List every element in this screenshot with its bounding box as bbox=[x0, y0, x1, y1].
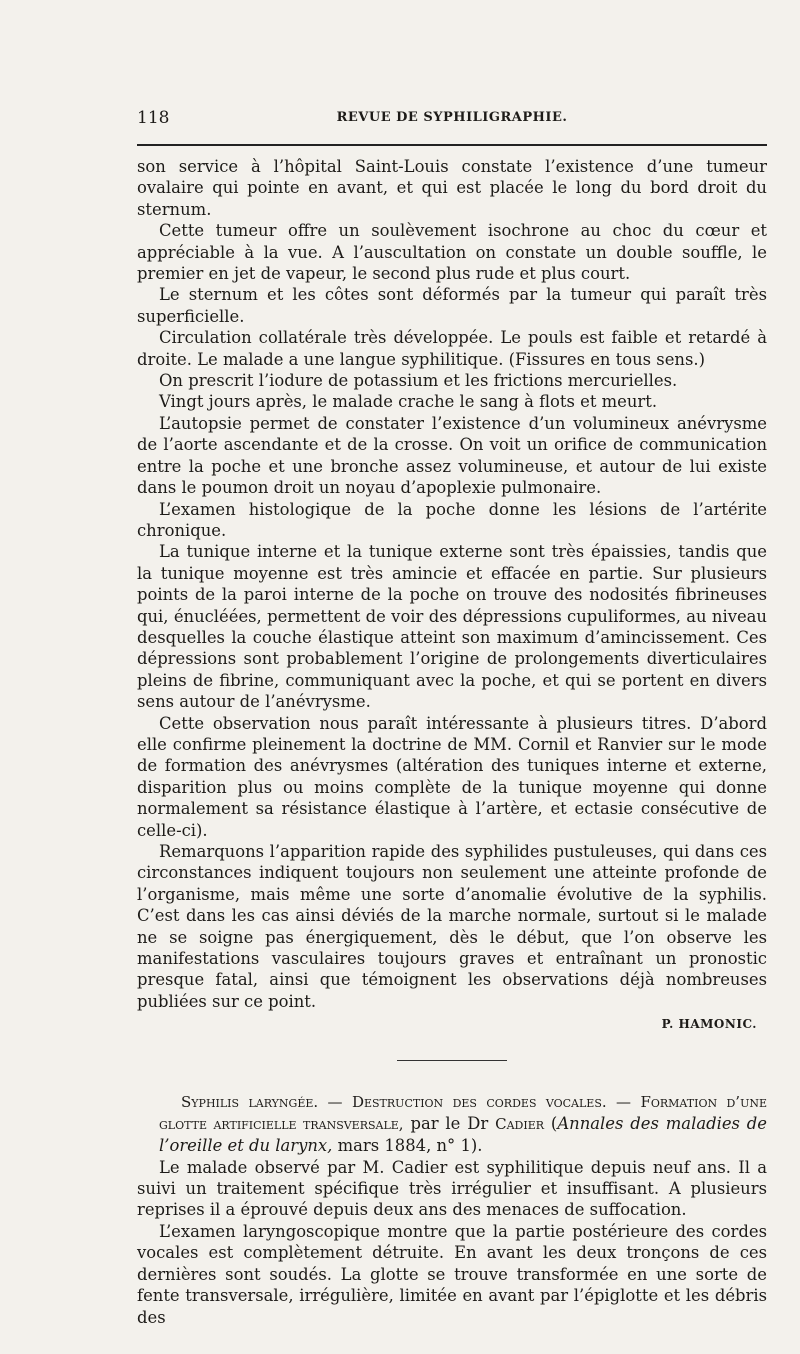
paragraph: Remarquons l’apparition rapide des syphilides pustuleuses, qui dans ces circonstances indiquent toujours non seulement une atteinte profonde de l’organisme, mais même une sorte d’anomalie évolutive de la syphilis. C’est dans les cas ainsi déviés de la marche normale, surtout si le malade ne se soigne pas énergiquement, dès le début, que l’on observe les manifestations vasculaires toujours graves et entraînant un pronostic presque fatal, ainsi que témoignent les observations déjà nombreuses publiées sur ce point. bbox=[137, 842, 767, 1011]
paragraph: Circulation collatérale très développée. Le pouls est faible et retardé à droite. Le malade a une langue syphilitique. (Fissures en tous sens.) bbox=[137, 328, 767, 369]
paragraph: Vingt jours après, le malade crache le sang à flots et meurt. bbox=[159, 392, 658, 412]
article-separator bbox=[397, 1060, 507, 1061]
paragraph: L’examen laryngoscopique montre que la partie postérieure des cordes vocales est complètement détruite. En avant les deux tronçons de ces dernières sont soudés. La glotte se trouve transformée en une sorte de fente transversale, irrégulière, limitée en avant par l’épiglotte et les débris des bbox=[137, 1221, 767, 1327]
paragraph: son service à l’hôpital Saint-Louis constate l’existence d’une tumeur ovalaire qui pointe en avant, et qui est placée le long du bord droit du sternum. bbox=[137, 157, 767, 219]
running-title: REVUE DE SYPHILIGRAPHIE. bbox=[336, 110, 568, 125]
journal-issue: mars 1884, n° 1). bbox=[332, 1135, 483, 1155]
paragraph: Cette observation nous paraît intéressante à plusieurs titres. D’abord elle confirme pleinement la doctrine de MM. Cornil et Ranvier sur le mode de formation des anévrysmes (altération des tuniques interne et externe, disparition plus ou moins complète de la tunique moyenne qui donne normalement sa résistance élastique à l’artère, et ectasie consécutive de celle-ci). bbox=[137, 713, 767, 840]
author-signature: P. HAMONIC. bbox=[661, 1017, 757, 1032]
open-paren: ( bbox=[544, 1113, 558, 1133]
paragraph: La tunique interne et la tunique externe sont très épaissies, tandis que la tunique moyenne est très amincie et effacée en partie. Sur plusieurs points de la paroi interne de la poche on trouve des nodosités fibrineuses qui, énucléées, permettent de voir des dépressions cupuliformes, au niveau desquelles la couche élastique atteint son maximum d’amincissement. Ces dépressions sont probablement l’origine de prolongements diverticulaires pleins de fibrine, communiquant avec la poche, et qui se portent en divers sens autour de l’anévrysme. bbox=[137, 542, 767, 712]
paragraph: L’autopsie permet de constater l’existence d’un volumineux anévrysme de l’aorte ascendante et de la crosse. On voit un orifice de communication entre la poche et une bronche assez volumineuse, et autour de lui existe dans le poumon droit un noyau d’apoplexie pulmonaire. bbox=[137, 413, 767, 498]
paragraph: On prescrit l’iodure de potassium et les frictions mercurielles. bbox=[159, 371, 678, 391]
paragraph: Cette tumeur offre un soulèvement isochrone au choc du cœur et appréciable à la vue. A l’auscultation on constate un double souffle, le premier en jet de vapeur, le second plus rude et plus court. bbox=[137, 221, 767, 284]
article-title: Syphilis laryngée. — Destruction des cordes vocales. — Formation d’une glotte artificielle transversale, bbox=[159, 1092, 767, 1133]
paragraph: Le malade observé par M. Cadier est syphilitique depuis neuf ans. Il a suivi un traitement spécifique très irrégulier et insuffisant. A plusieurs reprises il a éprouvé depuis deux ans des menaces de suffocation. bbox=[137, 1157, 767, 1220]
paragraph: Le sternum et les côtes sont déformés par la tumeur qui paraît très superficielle. bbox=[137, 285, 767, 326]
article-heading bbox=[137, 1091, 767, 1157]
paragraph: L’examen histologique de la poche donne les lésions de l’artérite chronique. bbox=[137, 499, 767, 540]
header-rule bbox=[137, 144, 767, 146]
page-number: 118 bbox=[137, 108, 170, 128]
journal-title: Annales des maladies de l’oreille et du larynx, bbox=[159, 1113, 768, 1155]
page-header bbox=[137, 108, 767, 132]
article-by: par le bbox=[403, 1113, 468, 1133]
author-prefix: Dr bbox=[467, 1113, 489, 1133]
body-text bbox=[137, 156, 767, 1328]
article-author: Cadier bbox=[495, 1114, 545, 1133]
